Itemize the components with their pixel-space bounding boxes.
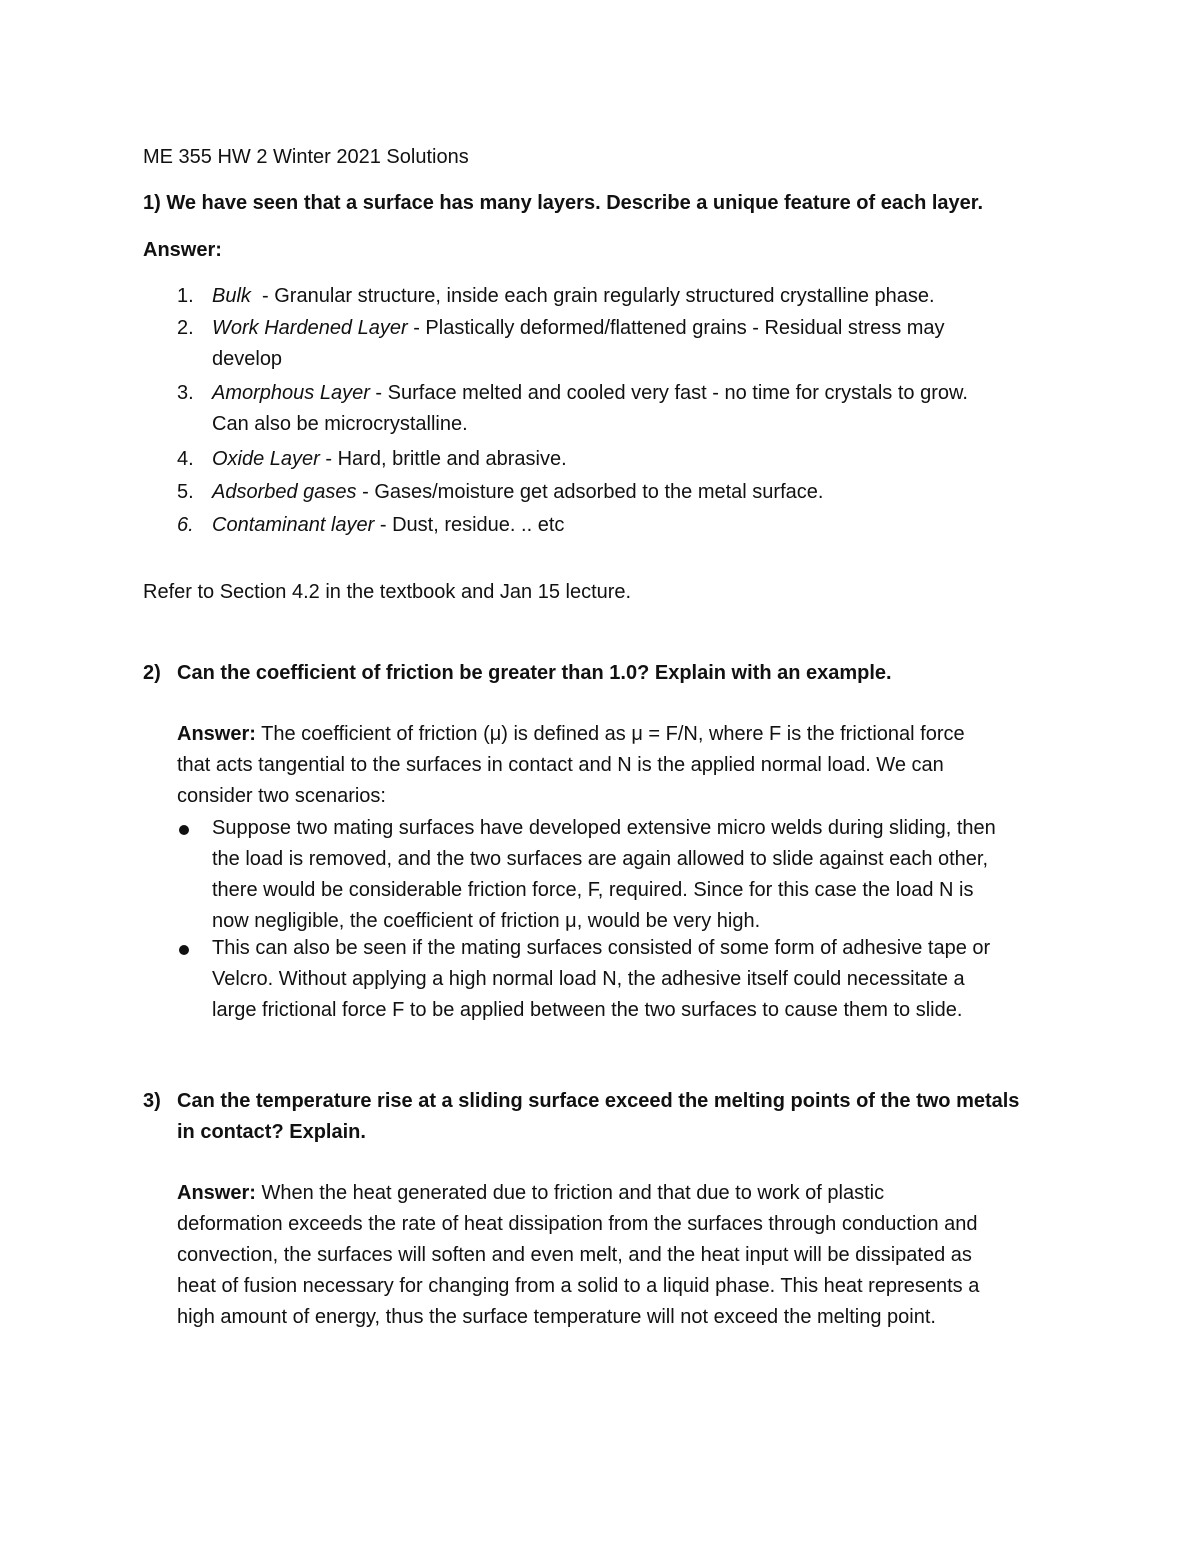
list-number: 4.	[177, 448, 194, 470]
question-3-number: 3)	[143, 1090, 161, 1112]
list-number: 6.	[177, 514, 194, 536]
answer-2-label: Answer:	[177, 723, 256, 745]
layer-description-cont: develop	[212, 348, 283, 370]
answer-3-line: When the heat generated due to friction and that due to work of plastic	[255, 1182, 885, 1204]
layer-description: - Hard, brittle and abrasive.	[319, 448, 567, 470]
layer-description: - Plastically deformed/flattened grains - Residual stress may	[407, 317, 945, 339]
bullet-icon	[179, 945, 189, 955]
layer-term: Oxide Layer	[212, 448, 320, 470]
bullet-text	[212, 813, 996, 937]
answer-2-line: that acts tangential to the surfaces in contact and N is the applied normal load. We can	[177, 754, 944, 776]
bullet-line: now negligible, the coefficient of friction μ, would be very high.	[212, 910, 761, 932]
bullet-line: Velcro. Without applying a high normal load N, the adhesive itself could necessitate a	[212, 968, 965, 990]
question-1: 1) We have seen that a surface has many layers. Describe a unique feature of each layer.	[143, 192, 984, 214]
bullet-icon	[179, 825, 189, 835]
list-item-text	[212, 281, 935, 312]
list-item-text	[212, 444, 567, 475]
layer-description: - Granular structure, inside each grain regularly structured crystalline phase.	[250, 285, 935, 307]
bullet-line: This can also be seen if the mating surfaces consisted of some form of adhesive tape or	[212, 937, 991, 959]
list-item-text	[212, 313, 945, 375]
question-3	[177, 1086, 1019, 1148]
layer-description: - Gases/moisture get adsorbed to the metal surface.	[356, 481, 824, 503]
layer-term: Bulk	[212, 285, 251, 307]
layer-description: - Dust, residue. .. etc	[374, 514, 565, 536]
question-3-line: in contact? Explain.	[177, 1121, 366, 1143]
question-3-line: Can the temperature rise at a sliding surface exceed the melting points of the two metals	[177, 1090, 1020, 1112]
answer-3-line: high amount of energy, thus the surface temperature will not exceed the melting point.	[177, 1306, 936, 1328]
answer-2-line: The coefficient of friction (μ) is defined as μ = F/N, where F is the frictional force	[255, 723, 965, 745]
layer-term: Contaminant layer	[212, 514, 375, 536]
answer-3-line: deformation exceeds the rate of heat dissipation from the surfaces through conduction and	[177, 1213, 978, 1235]
answer-3	[177, 1178, 979, 1333]
bullet-line: Suppose two mating surfaces have developed extensive micro welds during sliding, then	[212, 817, 996, 839]
list-item-text	[212, 510, 564, 541]
answer-2-line: consider two scenarios:	[177, 785, 386, 807]
answer-3-line: convection, the surfaces will soften and even melt, and the heat input will be dissipated as	[177, 1244, 972, 1266]
question-2: Can the coefficient of friction be greater than 1.0? Explain with an example.	[177, 662, 892, 684]
document-title: ME 355 HW 2 Winter 2021 Solutions	[143, 146, 469, 168]
answer-2	[177, 719, 965, 812]
list-item-text	[212, 378, 968, 440]
layer-term: Work Hardened Layer	[212, 317, 408, 339]
answer-3-line: heat of fusion necessary for changing from a solid to a liquid phase. This heat represents a	[177, 1275, 980, 1297]
list-item-text	[212, 477, 823, 508]
answer-3-label: Answer:	[177, 1182, 256, 1204]
list-number: 5.	[177, 481, 194, 503]
bullet-text	[212, 933, 990, 1026]
layer-description-cont: Can also be microcrystalline.	[212, 413, 468, 435]
list-number: 3.	[177, 382, 194, 404]
bullet-line: large frictional force F to be applied between the two surfaces to cause them to slide.	[212, 999, 963, 1021]
list-number: 1.	[177, 285, 194, 307]
layer-term: Adsorbed gases	[212, 481, 357, 503]
question-2-number: 2)	[143, 662, 161, 684]
bullet-line: there would be considerable friction force, F, required. Since for this case the load N is	[212, 879, 974, 901]
layer-term: Amorphous Layer	[212, 382, 370, 404]
bullet-line: the load is removed, and the two surfaces are again allowed to slide against each other,	[212, 848, 989, 870]
layer-description: - Surface melted and cooled very fast - no time for crystals to grow.	[369, 382, 968, 404]
list-number: 2.	[177, 317, 194, 339]
answer-1-label: Answer:	[143, 239, 222, 261]
reference-note: Refer to Section 4.2 in the textbook and Jan 15 lecture.	[143, 581, 632, 603]
